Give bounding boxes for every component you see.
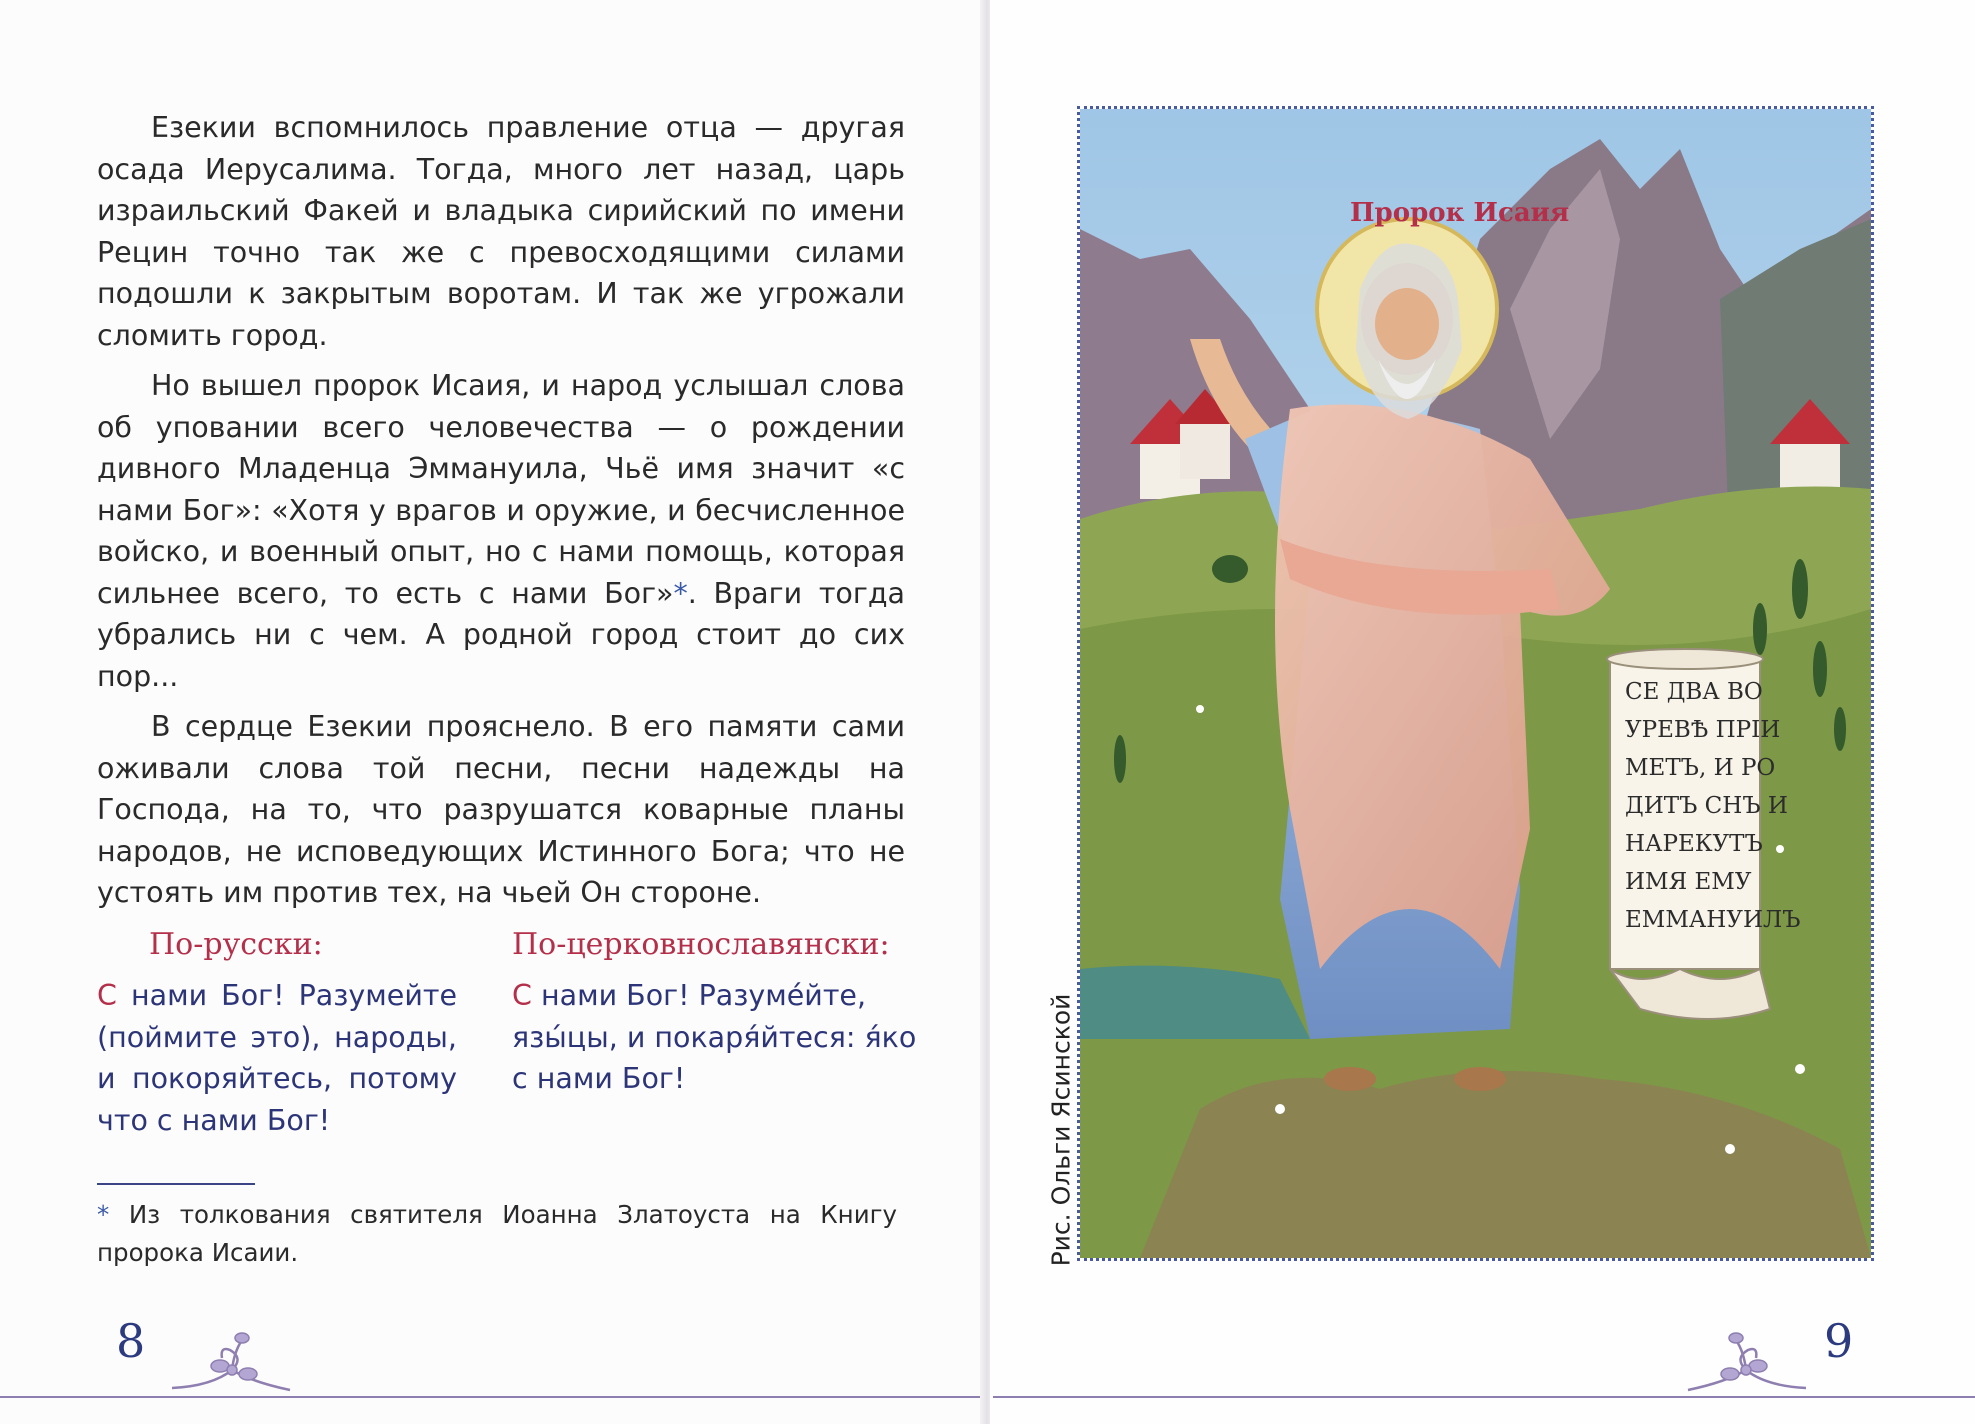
floral-ornament-left-icon [172,1330,292,1400]
page-number-right: 9 [1824,1314,1854,1368]
scroll-line-1: СЕ ДВА ВО [1625,679,1763,705]
footnote-rule [97,1183,255,1185]
illustration-credit-wrapper [1040,990,1082,1270]
paragraph-2-body: Но вышел пророк Исаия, и народ услышал слова об уповании всего человечества — о рождении дивного Младенца Эммануила, Чьё имя значит «с нами Бог»: «Хотя у врагов и оружие, и бесчисленное войско, и военный опыт, но с нами помощь, которая сильнее всего, то есть с нами Бог» [97,369,905,610]
footnote-text: Из толкования святителя Иоанна Златоуста на Книгу пророка Исаии. [97,1200,897,1267]
paragraph-2-tail: . Враги тогда убрались ни с чем. А родной город стоит до сих пор... [97,576,906,693]
scroll-line-7: ЕММАНУИЛЪ [1625,907,1801,933]
paragraph-2 [97,365,905,697]
russian-heading: По-русски: [149,927,323,962]
paragraph-3: В сердце Езекии прояснело. В его памяти сами оживали слова той песни, песни надежды на Господа, на то, что разрушатся коварные планы народов, не исповедующих Истинного Бога; что не устоять им против тех, на чьей Он стороне. [97,710,905,909]
footnote-marker: * [673,576,688,610]
footnote [97,1196,897,1272]
russian-text [97,975,457,1141]
footnote-star: * [97,1200,110,1229]
scroll-line-5: НАРЕКУТЪ [1625,831,1763,857]
bottom-rule-right [993,1396,1975,1398]
page-number-left: 8 [116,1314,146,1368]
scroll-line-3: МЕТЪ, И РО [1625,755,1776,781]
scroll-line-2: УРЕВѢ ПРІИ [1625,717,1781,743]
russian-translation [97,925,457,1141]
prophet-painting-image [1080,109,1871,1258]
painting-label: Пророк Исаия [1350,198,1570,228]
scroll-line-4: ДИТЪ СНЪ И [1625,793,1788,819]
church-slavonic-heading: По-церковнославянски: [512,927,890,962]
floral-ornament-right-icon [1686,1330,1806,1400]
church-slavonic-text-block [512,925,922,1100]
paragraph-1: Езекии вспомнилось правление отца — другая осада Иерусалима. Тогда, много лет назад, царь израильский Факей и владыка сирийский по имени Рецин точно так же с превосходящими силами подошли к закрытым воротам. И так же угрожали сломить город. [97,111,905,352]
russian-initial: С [97,979,117,1012]
illustration-credit: Рис. Ольги Ясинской [1046,993,1076,1267]
main-text [97,107,905,914]
left-page [0,0,985,1424]
scroll-line-6: ИМЯ ЕМУ [1625,869,1752,895]
russian-body: нами Бог! Разумейте (поймите это), народы, и покоряйтесь, потому что с нами Бог! [97,979,457,1137]
prophet-isaiah-illustration [1077,106,1874,1261]
bottom-rule-left [0,1396,985,1398]
church-slavonic-text [512,975,922,1100]
church-slavonic-initial: С [512,979,532,1012]
church-slavonic-body: нами Бог! Разуме́йте, язы́цы, и покаря́йтеся: я́ко с нами Бог! [512,979,917,1095]
